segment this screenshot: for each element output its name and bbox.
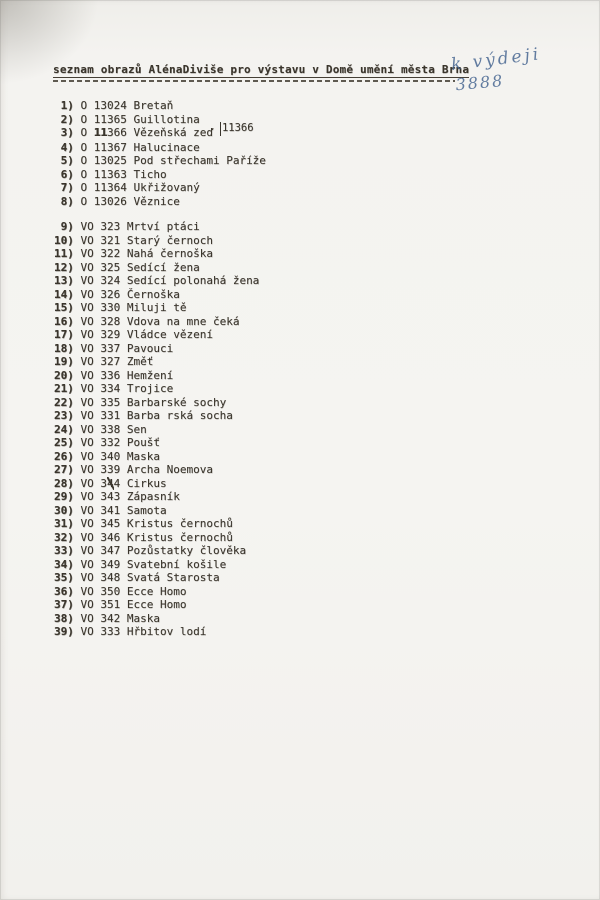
list-item: [54, 328, 266, 342]
item-text: VO 334 Trojice: [80, 382, 174, 395]
item-number: 33): [54, 544, 74, 557]
handwritten-note-number: 3888: [454, 71, 506, 95]
list-item: [54, 625, 266, 639]
item-text: O 13025 Pod střechami Paříže: [80, 154, 266, 167]
item-number: 16): [54, 314, 74, 328]
item-text: VO 336 Hemžení: [80, 368, 174, 382]
item-text: VO 339 Archa Noemova: [80, 463, 213, 476]
list-item: [54, 598, 266, 612]
item-text: VO 344 Cirkus: [80, 476, 167, 490]
item-text: VO 326 Černoška: [80, 287, 180, 301]
item-text: O 11366 Vězeňská zeď: [80, 126, 213, 139]
list-item: [54, 195, 266, 209]
list-item: [54, 571, 266, 585]
list-item: [54, 122, 266, 141]
item-text: VO 342 Maska: [80, 611, 160, 625]
item-number: 14): [54, 287, 74, 301]
item-number: 2): [54, 112, 74, 126]
list-item: [54, 99, 266, 113]
item-number: 35): [54, 571, 74, 584]
item-number: 28): [54, 476, 74, 490]
item-text: VO 348 Svatá Starosta: [80, 571, 220, 584]
document-header: [53, 63, 469, 82]
list-item: [54, 288, 266, 302]
item-text: VO 343 Zápasník: [80, 490, 180, 503]
item-number: 4): [54, 140, 74, 154]
item-number: 32): [54, 530, 74, 544]
list-item: [54, 261, 266, 275]
list-item: [54, 423, 266, 437]
item-text: VO 323 Mrtví ptáci: [80, 220, 200, 233]
item-number: 13): [54, 274, 74, 287]
list-item: [54, 355, 266, 369]
item-text: VO 329 Vládce vězení: [80, 328, 213, 341]
item-text: VO 333 Hřbitov lodí: [80, 625, 207, 638]
list-item: [54, 369, 266, 383]
item-number: 24): [54, 422, 74, 436]
item-text: VO 337 Pavouci: [80, 341, 174, 355]
item-text: VO 338 Sen: [80, 422, 147, 436]
item-number: 3): [54, 126, 74, 139]
item-text: VO 351 Ecce Homo: [80, 598, 187, 611]
item-text: O 11364 Ukřižovaný: [80, 181, 200, 194]
list-item: [54, 436, 266, 450]
item-number: 31): [54, 517, 74, 530]
item-text: O 11363 Ticho: [80, 167, 167, 181]
item-text: VO 322 Nahá černoška: [80, 247, 213, 260]
item-text: VO 328 Vdova na mne čeká: [80, 314, 240, 328]
list-item: [54, 301, 266, 315]
item-number: 18): [54, 341, 74, 355]
item-text: VO 324 Sedící polonahá žena: [80, 274, 260, 287]
item-number: 25): [54, 436, 74, 449]
typed-correction-note: 11366: [221, 122, 254, 134]
item-text: VO 327 Změť: [80, 355, 154, 368]
item-number: 36): [54, 584, 74, 598]
list-item: [54, 585, 266, 599]
item-number: 15): [54, 301, 74, 314]
item-text: O 13024 Bretaň: [80, 99, 174, 112]
list-item: [54, 342, 266, 356]
list-item: [54, 477, 266, 491]
item-number: 20): [54, 368, 74, 382]
painting-list: [54, 99, 266, 639]
overtyped-digits: 11: [93, 126, 107, 139]
item-number: 6): [54, 167, 74, 181]
item-number: 11): [54, 247, 74, 260]
handwritten-note-text: k výdeji: [449, 44, 543, 76]
item-number: 7): [54, 181, 74, 194]
struck-digit: 4: [107, 476, 114, 490]
list-item: [54, 544, 266, 558]
item-text: O 13026 Věznice: [80, 194, 180, 208]
list-item: [54, 409, 266, 423]
item-text: VO 331 Barba rská socha: [80, 409, 233, 422]
item-text: VO 330 Miluji tě: [80, 301, 187, 314]
list-item: [54, 450, 266, 464]
item-number: 39): [54, 625, 74, 638]
item-number: 21): [54, 382, 74, 395]
item-number: 1): [54, 99, 74, 112]
list-item: [54, 490, 266, 504]
title-underline: [53, 80, 455, 82]
page-title: seznam obrazů AlénaDiviše pro výstavu v Domě umění města Brna: [53, 63, 470, 76]
item-number: 9): [54, 220, 74, 233]
item-text: VO 332 Poušť: [80, 436, 160, 449]
item-number: 38): [54, 611, 74, 625]
list-item: [54, 315, 266, 329]
list-item: [54, 154, 266, 168]
list-item: [54, 168, 266, 182]
list-item: [54, 181, 266, 195]
item-number: 17): [54, 328, 74, 341]
item-number: 8): [54, 194, 74, 208]
list-item: [54, 396, 266, 410]
item-number: 27): [54, 463, 74, 476]
item-number: 30): [54, 503, 74, 517]
list-item: [54, 220, 266, 234]
item-number: 12): [54, 260, 74, 274]
item-text: VO 346 Kristus černochů: [80, 530, 233, 544]
list-item: [54, 504, 266, 518]
item-number: 10): [54, 233, 74, 247]
item-number: 22): [54, 395, 74, 409]
item-text: VO 335 Barbarské sochy: [80, 395, 227, 409]
item-number: 29): [54, 490, 74, 503]
item-text: VO 340 Maska: [80, 449, 160, 463]
item-text: VO 347 Pozůstatky člověka: [80, 544, 247, 557]
list-item: [54, 141, 266, 155]
item-number: 23): [54, 409, 74, 422]
handwritten-note: [450, 37, 600, 97]
list-item: [54, 247, 266, 261]
item-text: VO 350 Ecce Homo: [80, 584, 187, 598]
item-text: VO 345 Kristus černochů: [80, 517, 233, 530]
item-text: VO 321 Starý černoch: [80, 233, 213, 247]
item-number: 19): [54, 355, 74, 368]
list-item: [54, 234, 266, 248]
item-text: O 11365 Guillotina: [80, 112, 200, 126]
list-item: [54, 612, 266, 626]
item-number: 26): [54, 449, 74, 463]
item-text: VO 341 Samota: [80, 503, 167, 517]
list-item: [54, 274, 266, 288]
list-item: [54, 531, 266, 545]
item-number: 34): [54, 557, 74, 571]
item-text: VO 325 Sedící žena: [80, 260, 200, 274]
list-item: [54, 517, 266, 531]
list-item: [54, 463, 266, 477]
item-number: 37): [54, 598, 74, 611]
item-text: O 11367 Halucinace: [80, 140, 200, 154]
item-text: VO 349 Svatební košile: [80, 557, 227, 571]
list-item: [54, 558, 266, 572]
item-number: 5): [54, 154, 74, 167]
list-item: [54, 382, 266, 396]
